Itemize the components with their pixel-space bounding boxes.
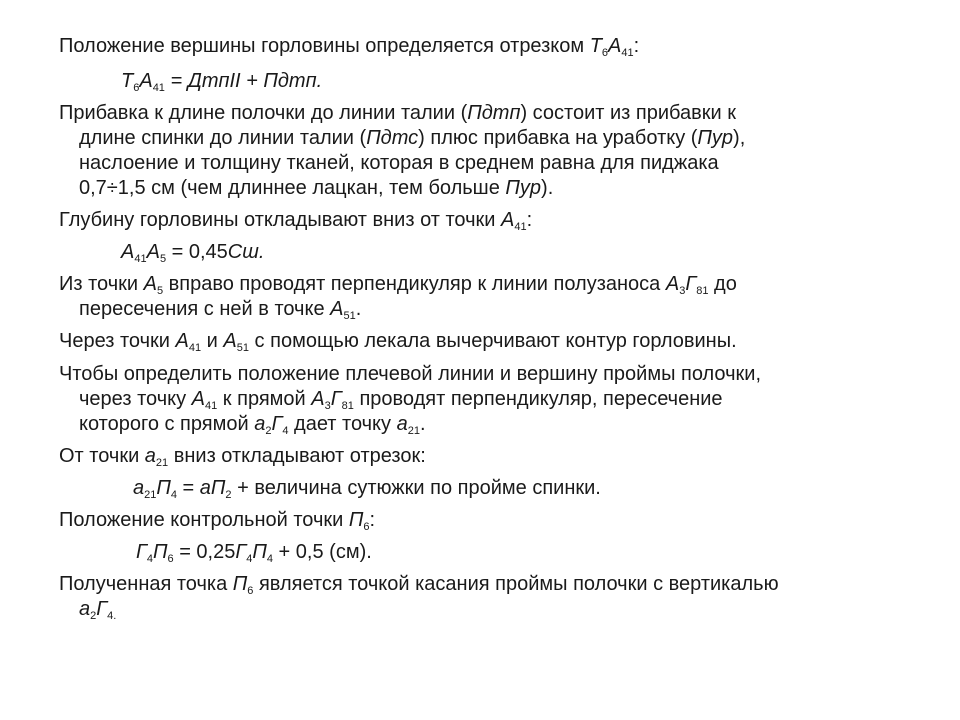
text-segment: Прибавка к длине полочки до линии талии ( <box>59 102 468 124</box>
text-segment: Положение контрольной точки <box>59 509 349 531</box>
text-segment: + 0,5 (см). <box>273 541 372 563</box>
paragraph-4-line-1 <box>59 271 737 297</box>
italic-text: а <box>79 598 91 620</box>
subscript-text: 21 <box>155 457 169 469</box>
text-segment: длине спинки до линии талии ( <box>79 127 367 149</box>
italic-text: Пдтс <box>366 127 419 149</box>
text-segment: + величина сутюжки по пройме спинки. <box>231 477 601 499</box>
paragraph-9-line-1 <box>59 571 779 597</box>
text-segment: = 0,45 <box>166 241 228 263</box>
subscript-text: 51 <box>343 310 356 322</box>
text-segment: : <box>369 509 376 531</box>
subscript-text: 6 <box>247 585 254 597</box>
italic-text: аП <box>199 477 226 499</box>
italic-text: а <box>133 477 145 499</box>
text-segment: к прямой <box>217 388 312 410</box>
paragraph-2-line-2 <box>79 125 745 151</box>
text-segment: и <box>201 330 224 352</box>
subscript-text: 3 <box>679 285 686 297</box>
text-segment: : <box>633 35 640 57</box>
paragraph-7-line-1 <box>59 443 426 469</box>
subscript-text: 81 <box>341 400 354 412</box>
text-segment: является точкой касания проймы полочки с вертикалью <box>253 573 779 595</box>
italic-text: Т <box>121 70 134 92</box>
subscript-text: 41 <box>514 221 527 233</box>
text-segment: . <box>355 298 362 320</box>
paragraph-1-line-1 <box>59 33 639 59</box>
paragraph-5-line-1 <box>59 328 737 354</box>
italic-text: П <box>156 477 171 499</box>
subscript-text: 6 <box>133 82 140 94</box>
text-segment: вправо проводят перпендикуляр к линии полузаноса <box>163 273 666 295</box>
italic-text: а <box>254 413 266 435</box>
text-segment: От точки <box>59 445 145 467</box>
subscript-text: 6 <box>601 47 609 59</box>
paragraph-9-line-2 <box>79 596 116 622</box>
italic-text: П <box>232 573 248 595</box>
subscript-text: 41 <box>134 253 147 265</box>
italic-text: Г <box>96 598 108 620</box>
italic-text: А <box>608 35 622 57</box>
text-segment: : <box>526 209 533 231</box>
formula-4 <box>136 539 372 565</box>
italic-text: А <box>121 241 135 263</box>
text-segment: пересечения с ней в точке <box>79 298 331 320</box>
subscript-text: 4 <box>246 553 253 565</box>
text-segment: Чтобы определить положение плечевой линии и вершину проймы полочки, <box>59 363 762 385</box>
subscript-text: 5 <box>159 253 167 265</box>
italic-text: а <box>396 413 408 435</box>
italic-text: П <box>153 541 168 563</box>
paragraph-6-line-2 <box>79 386 723 412</box>
subscript-text: 2 <box>90 610 97 622</box>
subscript-text: 41 <box>205 400 218 412</box>
paragraph-3-line-1 <box>59 207 532 233</box>
italic-text: = ДтпII + Пдтп. <box>164 70 323 92</box>
text-segment: Через точки <box>59 330 176 352</box>
subscript-text: 81 <box>696 285 709 297</box>
text-segment: Положение вершины горловины определяется отрезком <box>59 35 590 57</box>
subscript-text: 4. <box>107 610 117 622</box>
paragraph-2-line-1 <box>59 100 736 126</box>
text-segment: ) состоит из прибавки к <box>520 102 736 124</box>
subscript-text: 41 <box>188 342 202 354</box>
subscript-text: 4 <box>146 553 154 565</box>
subscript-text: 4 <box>282 425 289 437</box>
subscript-text: 21 <box>144 489 157 501</box>
paragraph-2-line-3 <box>79 150 719 176</box>
italic-text: П <box>252 541 267 563</box>
text-segment: . <box>419 413 426 435</box>
text-segment: через точку <box>79 388 192 410</box>
subscript-text: 3 <box>324 400 331 412</box>
text-segment: вниз откладывают отрезок: <box>168 445 426 467</box>
italic-text: а <box>144 445 156 467</box>
italic-text: Пдтп <box>467 102 521 124</box>
text-segment: ), <box>733 127 746 149</box>
subscript-text: 6 <box>363 521 370 533</box>
subscript-text: 4 <box>266 553 273 565</box>
italic-text: П <box>348 509 364 531</box>
paragraph-2-line-4 <box>79 175 553 201</box>
subscript-text: 21 <box>407 425 420 437</box>
italic-text: А <box>311 388 325 410</box>
text-segment: = 0,25 <box>173 541 236 563</box>
italic-text: Г <box>136 541 147 563</box>
text-segment: ) плюс прибавка на уработку ( <box>418 127 698 149</box>
italic-text: А <box>500 209 515 231</box>
paragraph-6-line-3 <box>79 411 426 437</box>
paragraph-4-line-2 <box>79 296 361 322</box>
subscript-text: 4 <box>170 489 177 501</box>
italic-text: А <box>175 330 189 352</box>
text-segment: которого с прямой <box>79 413 255 435</box>
subscript-text: 41 <box>621 47 634 59</box>
subscript-text: 5 <box>156 285 164 297</box>
text-segment: ). <box>541 177 554 199</box>
paragraph-6-line-1 <box>59 361 761 387</box>
italic-text: А <box>146 241 160 263</box>
formula-2 <box>121 239 264 265</box>
italic-text: А <box>223 330 237 352</box>
text-segment: наслоение и толщину тканей, которая в среднем равна для пиджака <box>79 152 719 174</box>
text-segment: до <box>708 273 737 295</box>
italic-text: Г <box>271 413 283 435</box>
subscript-text: 2 <box>265 425 272 437</box>
italic-text: А <box>191 388 205 410</box>
text-segment: = <box>177 477 200 499</box>
subscript-text: 6 <box>167 553 174 565</box>
italic-text: Г <box>330 388 342 410</box>
text-segment: проводят перпендикуляр, пересечение <box>353 388 723 410</box>
text-segment: Полученная точка <box>59 573 233 595</box>
italic-text: Пур <box>505 177 542 199</box>
formula-3 <box>133 475 601 501</box>
italic-text: Г <box>235 541 247 563</box>
italic-text: А <box>139 70 153 92</box>
text-segment: 0,7÷1,5 см (чем длиннее лацкан, тем больше <box>79 177 506 199</box>
italic-text: Пур <box>697 127 734 149</box>
italic-text: А <box>665 273 680 295</box>
subscript-text: 2 <box>225 489 232 501</box>
italic-text: Г <box>685 273 697 295</box>
subscript-text: 41 <box>152 82 165 94</box>
text-segment: с помощью лекала вычерчивают контур горловины. <box>249 330 737 352</box>
formula-1 <box>121 68 322 94</box>
subscript-text: 51 <box>236 342 249 354</box>
paragraph-8-line-1 <box>59 507 375 533</box>
text-segment: Из точки <box>59 273 144 295</box>
italic-text: А <box>330 298 344 320</box>
italic-text: Т <box>589 35 602 57</box>
italic-text: Сш. <box>227 241 265 263</box>
text-segment: дает точку <box>288 413 397 435</box>
italic-text: А <box>143 273 157 295</box>
text-segment: Глубину горловины откладывают вниз от точки <box>59 209 501 231</box>
